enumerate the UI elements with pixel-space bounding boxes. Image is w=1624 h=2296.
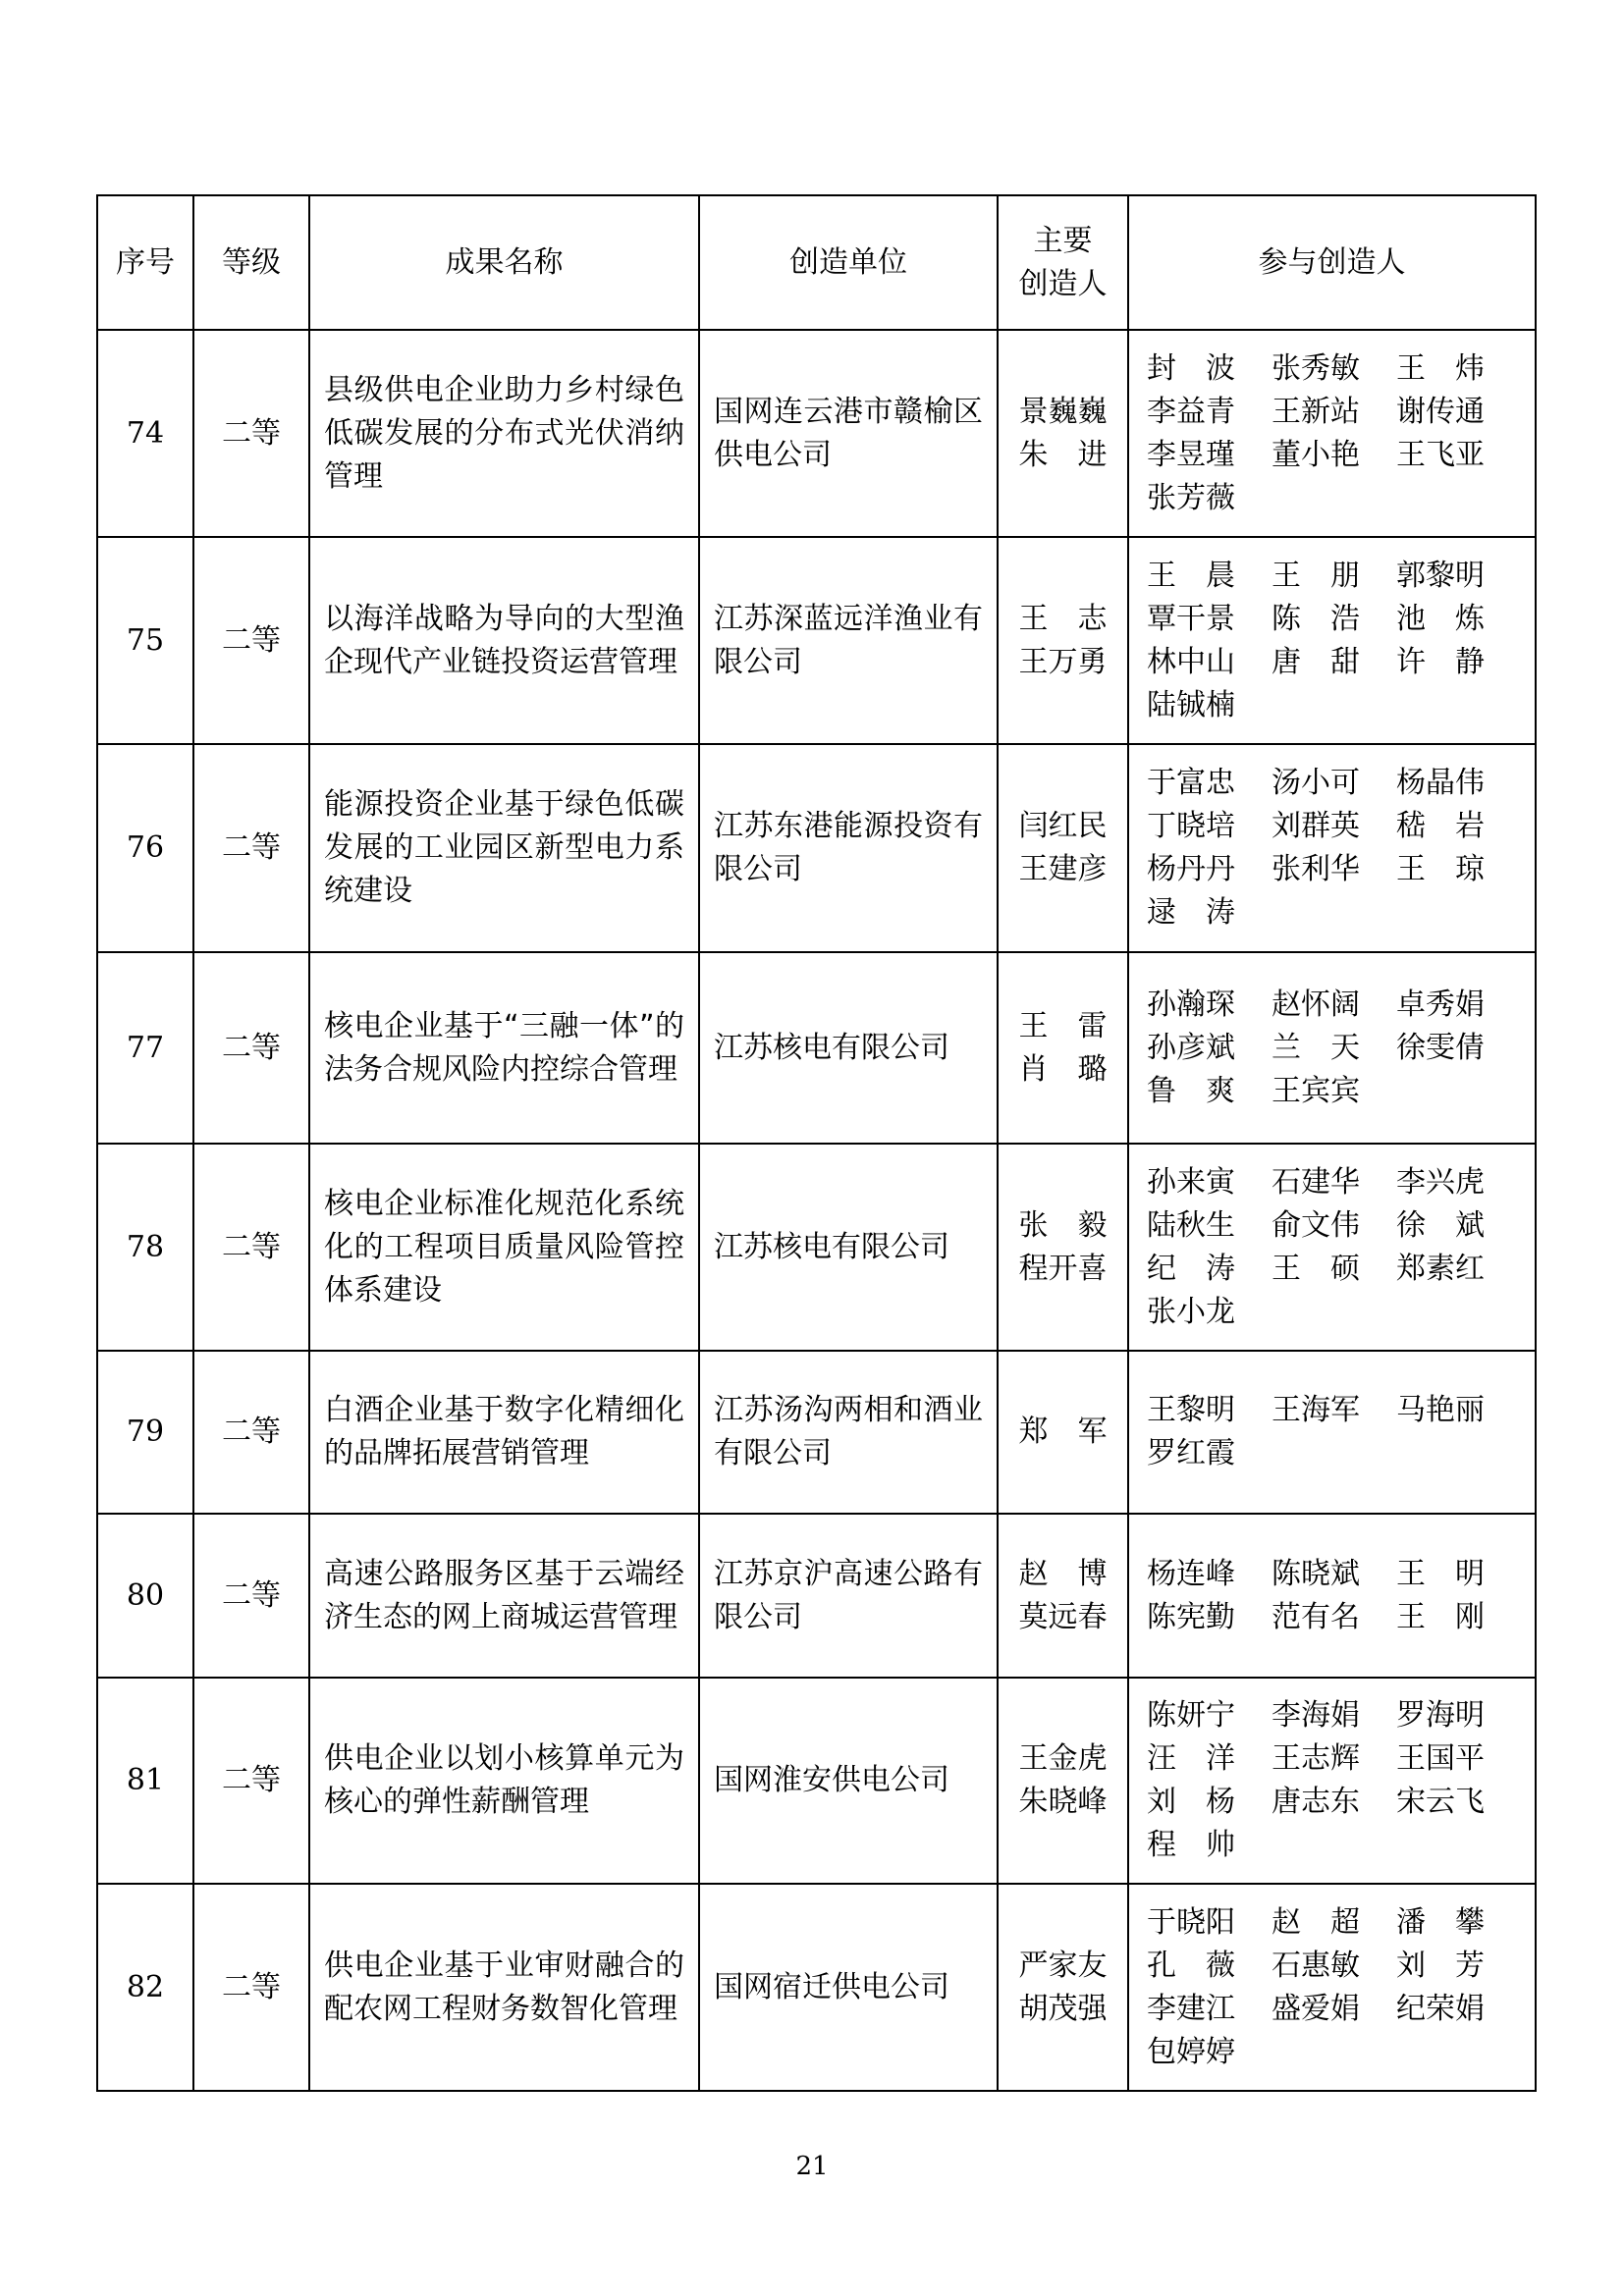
participant-list [1147,1161,1517,1334]
row-unit: 江苏东港能源投资有限公司 [699,744,998,952]
row-seq: 81 [97,1678,193,1884]
row-unit: 国网淮安供电公司 [699,1678,998,1884]
participant-list [1147,1694,1517,1867]
participant: 纪荣娟 [1396,1991,1485,2026]
row-leads [998,1514,1128,1678]
participant: 王飞亚 [1396,437,1485,472]
participant: 汪 洋 [1147,1741,1235,1776]
lead-creator: 赵 博 [1018,1556,1108,1591]
participant: 李海娟 [1272,1698,1360,1733]
row-unit: 国网宿迁供电公司 [699,1884,998,2091]
row-achievement-name: 供电企业基于业审财融合的配农网工程财务数智化管理 [309,1884,699,2091]
row-achievement-name: 核电企业标准化规范化系统化的工程项目质量风险管控体系建设 [309,1144,699,1351]
row-participants [1128,1884,1536,2091]
header-row [97,195,1536,330]
participant: 鲁 爽 [1147,1073,1235,1108]
participant: 覃干景 [1147,601,1235,636]
lead-creator: 程开喜 [1018,1251,1108,1286]
table-row [97,1678,1536,1884]
lead-creator: 王 雷 [1018,1008,1108,1043]
participant: 俞文伟 [1272,1207,1360,1243]
participant: 宋云飞 [1396,1785,1485,1819]
participant: 王国平 [1396,1741,1485,1776]
participant: 于富忠 [1147,766,1235,800]
participant: 罗海明 [1396,1698,1485,1733]
row-leads [998,330,1128,537]
row-achievement-name: 高速公路服务区基于云端经济生态的网上商城运营管理 [309,1514,699,1678]
participant: 罗红霞 [1147,1436,1235,1470]
table-row [97,1514,1536,1678]
row-unit: 江苏汤沟两相和酒业有限公司 [699,1351,998,1514]
row-grade: 二等 [193,1884,309,2091]
row-unit: 江苏核电有限公司 [699,952,998,1144]
row-leads [998,1144,1128,1351]
participant: 郭黎明 [1396,558,1485,593]
participant: 杨丹丹 [1147,852,1235,886]
participant: 孙彦斌 [1147,1030,1235,1065]
row-achievement-name: 供电企业以划小核算单元为核心的弹性薪酬管理 [309,1678,699,1884]
lead-creator: 王万勇 [1018,644,1108,679]
row-achievement-name: 县级供电企业助力乡村绿色低碳发展的分布式光伏消纳管理 [309,330,699,537]
participant-list [1147,762,1517,934]
row-grade: 二等 [193,1514,309,1678]
lead-creator: 莫远春 [1018,1599,1108,1634]
participant: 陆秋生 [1147,1207,1235,1243]
row-achievement-name: 核电企业基于“三融一体”的法务合规风险内控综合管理 [309,952,699,1144]
participant: 徐雯倩 [1396,1030,1485,1065]
participant: 孔 薇 [1147,1948,1235,1983]
participant: 陈妍宁 [1147,1698,1235,1733]
table-body [97,330,1536,2091]
participant: 刘群英 [1272,809,1360,843]
row-unit: 江苏深蓝远洋渔业有限公司 [699,537,998,744]
participant: 王 晨 [1147,558,1235,593]
participant: 李益青 [1147,394,1235,429]
row-leads [998,1678,1128,1884]
participant: 杨连峰 [1147,1556,1235,1591]
participant: 赵 超 [1272,1904,1360,1940]
row-participants [1128,744,1536,952]
row-unit: 江苏核电有限公司 [699,1144,998,1351]
participant: 封 波 [1147,350,1235,386]
lead-creator: 郑 军 [1018,1415,1108,1449]
page-number: 21 [795,2152,829,2181]
lead-creator: 景巍巍 [1018,394,1108,429]
lead-creator: 胡茂强 [1018,1991,1108,2026]
participant: 王 明 [1396,1556,1485,1591]
header-unit: 创造单位 [699,195,998,330]
table-row [97,1884,1536,2091]
participant: 张芳薇 [1147,480,1235,515]
table-row [97,1351,1536,1514]
participant: 范有名 [1272,1599,1360,1634]
row-grade: 二等 [193,1678,309,1884]
participant: 陈晓斌 [1272,1556,1360,1591]
table-row [97,330,1536,537]
participant: 王 炜 [1396,350,1485,386]
participant: 王黎明 [1147,1393,1235,1427]
row-participants [1128,1678,1536,1884]
row-participants [1128,952,1536,1144]
participant: 赵怀阔 [1272,987,1360,1022]
lead-creator: 王 志 [1018,601,1108,636]
participant: 孙瀚琛 [1147,987,1235,1022]
participant: 陈 浩 [1272,601,1360,636]
header-lead-line2: 创造人 [1018,266,1108,301]
row-participants [1128,1514,1536,1678]
row-seq: 78 [97,1144,193,1351]
row-leads [998,537,1128,744]
lead-creator: 王建彦 [1018,852,1108,886]
row-seq: 75 [97,537,193,744]
row-participants [1128,330,1536,537]
lead-creator: 张 毅 [1018,1207,1108,1243]
participant: 王宾宾 [1272,1073,1360,1108]
participant: 林中山 [1147,644,1235,679]
participant: 孙来寅 [1147,1164,1235,1200]
participant: 王 刚 [1396,1599,1485,1634]
participant: 郑素红 [1396,1251,1485,1286]
participant: 唐 甜 [1272,644,1360,679]
participant: 李兴虎 [1396,1164,1485,1200]
participant-list [1147,1901,1517,2074]
participant: 池 炼 [1396,601,1485,636]
row-participants [1128,537,1536,744]
row-leads [998,1351,1128,1514]
table-row [97,952,1536,1144]
participant: 王 朋 [1272,558,1360,593]
participant: 陆铖楠 [1147,687,1235,722]
participant: 王 琼 [1396,852,1485,886]
awards-table [96,194,1537,2092]
participant: 唐志东 [1272,1785,1360,1819]
participant: 程 帅 [1147,1828,1235,1862]
row-achievement-name: 能源投资企业基于绿色低碳发展的工业园区新型电力系统建设 [309,744,699,952]
row-seq: 74 [97,330,193,537]
header-grade: 等级 [193,195,309,330]
row-leads [998,1884,1128,2091]
participant: 丁晓培 [1147,809,1235,843]
lead-creator: 朱 进 [1018,437,1108,472]
lead-creator: 严家友 [1018,1948,1108,1983]
participant: 杨晶伟 [1396,766,1485,800]
participant: 包婷婷 [1147,2034,1235,2069]
participant: 许 静 [1396,644,1485,679]
participant: 嵇 岩 [1396,809,1485,843]
row-participants [1128,1144,1536,1351]
table-row [97,1144,1536,1351]
row-seq: 77 [97,952,193,1144]
participant-list [1147,1389,1517,1475]
participant: 张利华 [1272,852,1360,886]
participant-list [1147,1553,1517,1639]
row-seq: 79 [97,1351,193,1514]
participant: 李昱瑾 [1147,437,1235,472]
header-lead [998,195,1128,330]
participant: 张小龙 [1147,1294,1235,1329]
row-grade: 二等 [193,952,309,1144]
participant-list [1147,347,1517,520]
row-leads [998,952,1128,1144]
row-seq: 82 [97,1884,193,2091]
row-grade: 二等 [193,537,309,744]
participant: 石建华 [1272,1164,1360,1200]
participant: 王海军 [1272,1393,1360,1427]
participant: 卓秀娟 [1396,987,1485,1022]
participant: 刘 杨 [1147,1785,1235,1819]
table-row [97,744,1536,952]
participant: 马艳丽 [1396,1393,1485,1427]
participant: 谢传通 [1396,394,1485,429]
lead-creator: 朱晓峰 [1018,1785,1108,1819]
header-participants: 参与创造人 [1128,195,1536,330]
participant: 王志辉 [1272,1741,1360,1776]
participant: 李建江 [1147,1991,1235,2026]
participant-list [1147,984,1517,1113]
row-achievement-name: 白酒企业基于数字化精细化的品牌拓展营销管理 [309,1351,699,1514]
row-seq: 80 [97,1514,193,1678]
row-seq: 76 [97,744,193,952]
header-name: 成果名称 [309,195,699,330]
participant-list [1147,555,1517,727]
participant: 于晓阳 [1147,1904,1235,1940]
row-achievement-name: 以海洋战略为导向的大型渔企现代产业链投资运营管理 [309,537,699,744]
row-grade: 二等 [193,330,309,537]
row-grade: 二等 [193,744,309,952]
lead-creator: 肖 璐 [1018,1051,1108,1087]
participant: 纪 涛 [1147,1251,1235,1286]
table-row [97,537,1536,744]
participant: 王 硕 [1272,1251,1360,1286]
participant: 逯 涛 [1147,895,1235,930]
row-unit: 国网连云港市赣榆区供电公司 [699,330,998,537]
row-grade: 二等 [193,1144,309,1351]
header-seq: 序号 [97,195,193,330]
participant: 汤小可 [1272,766,1360,800]
participant: 陈宪勤 [1147,1599,1235,1634]
participant: 徐 斌 [1396,1207,1485,1243]
header-lead-line1: 主要 [1033,223,1093,258]
row-unit: 江苏京沪高速公路有限公司 [699,1514,998,1678]
participant: 兰 天 [1272,1030,1360,1065]
participant: 王新站 [1272,394,1360,429]
participant: 石惠敏 [1272,1948,1360,1983]
lead-creator: 王金虎 [1018,1741,1108,1776]
participant: 潘 攀 [1396,1904,1485,1940]
lead-creator: 闫红民 [1018,809,1108,843]
row-participants [1128,1351,1536,1514]
participant: 盛爱娟 [1272,1991,1360,2026]
row-leads [998,744,1128,952]
participant: 张秀敏 [1272,350,1360,386]
participant: 刘 芳 [1396,1948,1485,1983]
participant: 董小艳 [1272,437,1360,472]
row-grade: 二等 [193,1351,309,1514]
